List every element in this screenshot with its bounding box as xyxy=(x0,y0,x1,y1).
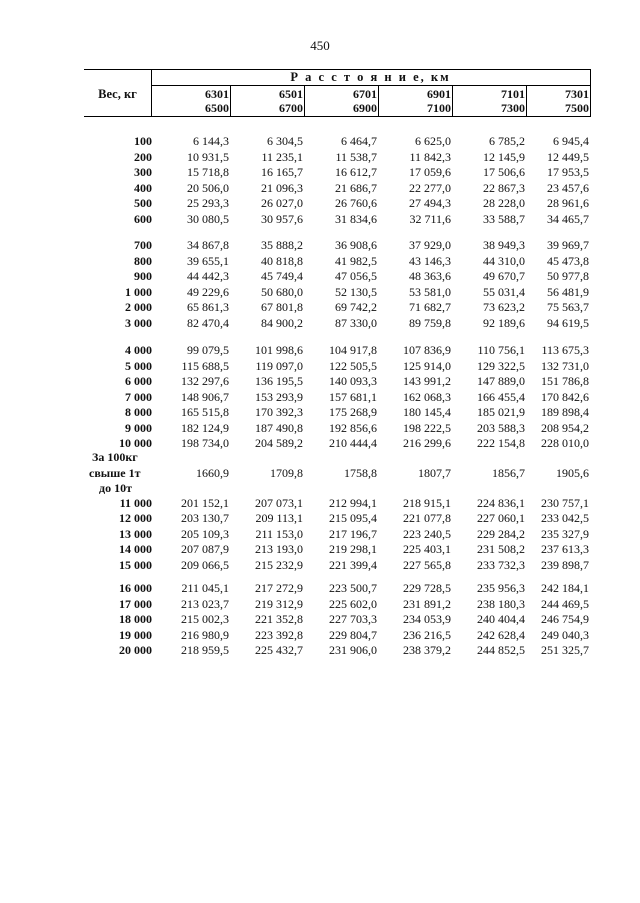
table-row xyxy=(0,358,640,374)
tariff-cell: 35 888,2 xyxy=(261,238,303,252)
tariff-cell: 223 240,5 xyxy=(403,526,451,541)
tariff-cell: 65 861,3 xyxy=(187,300,229,314)
tariff-cell: 165 515,8 xyxy=(181,405,229,419)
tariff-cell: 203 588,3 xyxy=(477,420,525,435)
tariff-cell: 205 109,3 xyxy=(181,526,229,541)
table-row xyxy=(0,195,640,211)
weight-cell: 4 000 xyxy=(125,343,152,357)
tariff-cell: 75 563,7 xyxy=(547,300,589,314)
weight-column-header: Вес, кг xyxy=(98,87,137,101)
tariff-cell: 207 073,1 xyxy=(255,495,303,510)
range-to: 6500 xyxy=(205,101,229,115)
tariff-cell: 132 731,0 xyxy=(541,358,589,373)
tariff-cell: 215 002,3 xyxy=(181,612,229,626)
table-row xyxy=(0,580,640,596)
tariff-cell: 216 299,6 xyxy=(403,436,451,450)
tariff-cell: 157 681,1 xyxy=(329,389,377,404)
table-row xyxy=(0,237,640,253)
surcharge-row xyxy=(0,465,640,481)
tariff-cell: 238 180,3 xyxy=(477,596,525,611)
tariff-cell: 151 786,8 xyxy=(541,374,589,388)
tariff-cell: 17 953,5 xyxy=(547,165,589,179)
tariff-cell: 6 464,7 xyxy=(341,134,377,148)
weight-cell: 3 000 xyxy=(125,315,152,330)
weight-cell: 9 000 xyxy=(125,420,152,435)
tariff-cell: 223 500,7 xyxy=(329,581,377,595)
tariff-cell: 104 917,8 xyxy=(329,343,377,357)
table-row xyxy=(0,557,640,573)
tariff-cell: 21 686,7 xyxy=(335,180,377,195)
tariff-cell: 230 757,1 xyxy=(541,495,589,510)
tariff-cell: 27 494,3 xyxy=(409,196,451,210)
tariff-cell: 33 588,7 xyxy=(483,211,525,226)
tariff-cell: 231 906,0 xyxy=(329,643,377,657)
tariff-cell: 207 087,9 xyxy=(181,542,229,556)
distance-range-header xyxy=(304,87,377,115)
tariff-cell: 170 842,6 xyxy=(541,389,589,404)
tariff-cell: 217 272,9 xyxy=(255,581,303,595)
tariff-cell: 99 079,5 xyxy=(187,343,229,357)
tariff-cell: 55 031,4 xyxy=(483,284,525,299)
weight-cell: 20 000 xyxy=(119,643,152,657)
tariff-cell: 238 379,2 xyxy=(403,643,451,657)
tariff-cell: 227 565,8 xyxy=(403,557,451,572)
tariff-cell: 222 154,8 xyxy=(477,436,525,450)
tariff-cell: 221 352,8 xyxy=(255,612,303,626)
surcharge-note-line: свыше 1т xyxy=(89,465,141,480)
weight-cell: 7 000 xyxy=(125,389,152,404)
tariff-cell: 49 670,7 xyxy=(483,269,525,283)
tariff-cell: 211 153,0 xyxy=(255,526,303,541)
tariff-cell: 71 682,7 xyxy=(409,300,451,314)
table-row xyxy=(0,211,640,227)
tariff-cell: 217 196,7 xyxy=(329,526,377,541)
tariff-cell: 148 906,7 xyxy=(181,389,229,404)
tariff-cell: 180 145,4 xyxy=(403,405,451,419)
tariff-cell: 15 718,8 xyxy=(187,165,229,179)
tariff-cell: 212 994,1 xyxy=(329,495,377,510)
table-row xyxy=(0,541,640,557)
header-bottom-rule xyxy=(84,116,590,117)
tariff-cell: 129 322,5 xyxy=(477,358,525,373)
tariff-cell: 30 957,6 xyxy=(261,211,303,226)
table-row xyxy=(0,642,640,658)
tariff-cell: 240 404,4 xyxy=(477,612,525,626)
header-middle-rule xyxy=(151,85,590,86)
tariff-cell: 38 949,3 xyxy=(483,238,525,252)
surcharge-cell: 1660,9 xyxy=(196,465,229,480)
weight-cell: 10 000 xyxy=(119,436,152,450)
distance-range-header xyxy=(230,87,303,115)
weight-cell: 300 xyxy=(134,165,152,179)
tariff-cell: 16 612,7 xyxy=(335,165,377,179)
tariff-cell: 244 852,5 xyxy=(477,643,525,657)
tariff-cell: 28 961,6 xyxy=(547,196,589,210)
table-row xyxy=(0,526,640,542)
tariff-cell: 189 898,4 xyxy=(541,405,589,419)
tariff-cell: 6 304,5 xyxy=(267,134,303,148)
tariff-cell: 32 711,6 xyxy=(409,211,451,226)
weight-cell: 600 xyxy=(134,211,152,226)
table-row xyxy=(0,627,640,643)
tariff-cell: 17 506,6 xyxy=(483,165,525,179)
tariff-cell: 69 742,2 xyxy=(335,300,377,314)
weight-cell: 18 000 xyxy=(119,612,152,626)
tariff-cell: 6 945,4 xyxy=(553,134,589,148)
tariff-cell: 45 749,4 xyxy=(261,269,303,283)
range-from: 6501 xyxy=(279,87,303,101)
tariff-cell: 218 959,5 xyxy=(181,643,229,657)
tariff-cell: 122 505,5 xyxy=(329,358,377,373)
table-row xyxy=(0,268,640,284)
tariff-cell: 233 732,3 xyxy=(477,557,525,572)
range-to: 7500 xyxy=(565,101,589,115)
tariff-cell: 251 325,7 xyxy=(541,643,589,657)
table-row xyxy=(0,596,640,612)
table-row xyxy=(0,284,640,300)
header-column-rule xyxy=(590,69,591,117)
weight-cell: 17 000 xyxy=(119,596,152,611)
table-row xyxy=(0,404,640,420)
tariff-cell: 234 053,9 xyxy=(403,612,451,626)
tariff-cell: 11 842,3 xyxy=(409,149,451,164)
tariff-cell: 209 066,5 xyxy=(181,557,229,572)
tariff-cell: 249 040,3 xyxy=(541,627,589,642)
distance-range-header xyxy=(516,87,589,115)
surcharge-cell: 1807,7 xyxy=(418,465,451,480)
weight-cell: 100 xyxy=(134,134,152,148)
tariff-cell: 87 330,0 xyxy=(335,315,377,330)
tariff-cell: 16 165,7 xyxy=(261,165,303,179)
weight-cell: 6 000 xyxy=(125,374,152,388)
table-row xyxy=(0,389,640,405)
tariff-cell: 213 023,7 xyxy=(181,596,229,611)
tariff-cell: 203 130,7 xyxy=(181,511,229,525)
tariff-cell: 101 998,6 xyxy=(255,343,303,357)
table-row xyxy=(0,149,640,165)
tariff-cell: 44 442,3 xyxy=(187,269,229,283)
tariff-cell: 47 056,5 xyxy=(335,269,377,283)
tariff-cell: 67 801,8 xyxy=(261,300,303,314)
range-from: 7301 xyxy=(565,87,589,101)
tariff-cell: 211 045,1 xyxy=(181,581,229,595)
tariff-cell: 136 195,5 xyxy=(255,374,303,388)
tariff-cell: 11 235,1 xyxy=(261,149,303,164)
tariff-cell: 229 728,5 xyxy=(403,581,451,595)
tariff-cell: 56 481,9 xyxy=(547,284,589,299)
tariff-cell: 50 977,8 xyxy=(547,269,589,283)
tariff-cell: 23 457,6 xyxy=(547,180,589,195)
tariff-cell: 140 093,3 xyxy=(329,374,377,388)
table-row xyxy=(0,373,640,389)
weight-cell: 1 000 xyxy=(125,284,152,299)
weight-cell: 19 000 xyxy=(119,627,152,642)
tariff-cell: 228 010,0 xyxy=(541,436,589,450)
table-row xyxy=(0,299,640,315)
tariff-cell: 28 228,0 xyxy=(483,196,525,210)
surcharge-cell: 1856,7 xyxy=(492,465,525,480)
table-row xyxy=(0,420,640,436)
weight-cell: 200 xyxy=(134,149,152,164)
tariff-cell: 246 754,9 xyxy=(541,612,589,626)
tariff-cell: 22 867,3 xyxy=(483,180,525,195)
tariff-cell: 224 836,1 xyxy=(477,495,525,510)
tariff-cell: 37 929,0 xyxy=(409,238,451,252)
tariff-cell: 11 538,7 xyxy=(335,149,377,164)
weight-cell: 5 000 xyxy=(125,358,152,373)
tariff-cell: 39 969,7 xyxy=(547,238,589,252)
tariff-cell: 175 268,9 xyxy=(329,405,377,419)
tariff-cell: 235 956,3 xyxy=(477,581,525,595)
weight-cell: 700 xyxy=(134,238,152,252)
tariff-cell: 26 027,0 xyxy=(261,196,303,210)
table-row xyxy=(0,164,640,180)
tariff-cell: 94 619,5 xyxy=(547,315,589,330)
tariff-cell: 110 756,1 xyxy=(477,343,525,357)
tariff-cell: 89 759,8 xyxy=(409,315,451,330)
tariff-cell: 239 898,7 xyxy=(541,557,589,572)
weight-cell: 900 xyxy=(134,269,152,283)
weight-cell: 15 000 xyxy=(119,557,152,572)
tariff-cell: 153 293,9 xyxy=(255,389,303,404)
tariff-cell: 6 785,2 xyxy=(489,134,525,148)
tariff-cell: 132 297,6 xyxy=(181,374,229,388)
tariff-cell: 26 760,6 xyxy=(335,196,377,210)
tariff-cell: 215 095,4 xyxy=(329,511,377,525)
range-to: 7100 xyxy=(427,101,451,115)
tariff-cell: 25 293,3 xyxy=(187,196,229,210)
tariff-cell: 119 097,0 xyxy=(255,358,303,373)
tariff-cell: 219 298,1 xyxy=(329,542,377,556)
tariff-cell: 115 688,5 xyxy=(181,358,229,373)
tariff-cell: 84 900,2 xyxy=(261,315,303,330)
weight-cell: 11 000 xyxy=(119,495,152,510)
tariff-cell: 39 655,1 xyxy=(187,253,229,268)
surcharge-note-line: до 10т xyxy=(99,481,132,495)
tariff-cell: 237 613,3 xyxy=(541,542,589,556)
tariff-cell: 225 602,0 xyxy=(329,596,377,611)
tariff-cell: 225 403,1 xyxy=(403,542,451,556)
tariff-cell: 192 856,6 xyxy=(329,420,377,435)
tariff-cell: 49 229,6 xyxy=(187,284,229,299)
weight-cell: 400 xyxy=(134,180,152,195)
table-row xyxy=(0,495,640,511)
tariff-cell: 204 589,2 xyxy=(255,436,303,450)
tariff-cell: 48 363,6 xyxy=(409,269,451,283)
weight-cell: 16 000 xyxy=(119,581,152,595)
table-row xyxy=(0,342,640,358)
tariff-cell: 31 834,6 xyxy=(335,211,377,226)
range-from: 6901 xyxy=(427,87,451,101)
tariff-cell: 227 060,1 xyxy=(477,511,525,525)
table-row xyxy=(0,315,640,331)
tariff-cell: 233 042,5 xyxy=(541,511,589,525)
table-row xyxy=(0,133,640,149)
weight-cell: 500 xyxy=(134,196,152,210)
tariff-cell: 125 914,0 xyxy=(403,358,451,373)
tariff-cell: 36 908,6 xyxy=(335,238,377,252)
table-row xyxy=(0,180,640,196)
tariff-cell: 242 628,4 xyxy=(477,627,525,642)
tariff-cell: 50 680,0 xyxy=(261,284,303,299)
surcharge-cell: 1905,6 xyxy=(556,465,589,480)
tariff-cell: 52 130,5 xyxy=(335,284,377,299)
tariff-cell: 17 059,6 xyxy=(409,165,451,179)
tariff-cell: 12 145,9 xyxy=(483,149,525,164)
tariff-cell: 147 889,0 xyxy=(477,374,525,388)
tariff-cell: 30 080,5 xyxy=(187,211,229,226)
range-to: 6700 xyxy=(279,101,303,115)
distance-range-header xyxy=(452,87,525,115)
tariff-cell: 215 232,9 xyxy=(255,557,303,572)
tariff-cell: 201 152,1 xyxy=(181,495,229,510)
tariff-cell: 45 473,8 xyxy=(547,253,589,268)
tariff-cell: 107 836,9 xyxy=(403,343,451,357)
tariff-cell: 209 113,1 xyxy=(255,511,303,525)
weight-cell: 800 xyxy=(134,253,152,268)
weight-cell: 12 000 xyxy=(119,511,152,525)
distance-range-header xyxy=(156,87,229,115)
table-row xyxy=(0,253,640,269)
tariff-cell: 182 124,9 xyxy=(181,420,229,435)
tariff-cell: 227 703,3 xyxy=(329,612,377,626)
tariff-cell: 223 392,8 xyxy=(255,627,303,642)
tariff-cell: 34 465,7 xyxy=(547,211,589,226)
tariff-cell: 198 734,0 xyxy=(181,436,229,450)
tariff-cell: 43 146,3 xyxy=(409,253,451,268)
distance-range-header xyxy=(378,87,451,115)
range-from: 6301 xyxy=(205,87,229,101)
range-from: 7101 xyxy=(501,87,525,101)
tariff-cell: 12 449,5 xyxy=(547,149,589,164)
tariff-cell: 143 991,2 xyxy=(403,374,451,388)
tariff-cell: 225 432,7 xyxy=(255,643,303,657)
tariff-cell: 6 144,3 xyxy=(193,134,229,148)
tariff-cell: 216 980,9 xyxy=(181,627,229,642)
tariff-cell: 92 189,6 xyxy=(483,315,525,330)
surcharge-note-line: За 100кг xyxy=(92,450,138,464)
tariff-cell: 242 184,1 xyxy=(541,581,589,595)
tariff-cell: 40 818,8 xyxy=(261,253,303,268)
tariff-cell: 73 623,2 xyxy=(483,300,525,314)
tariff-cell: 208 954,2 xyxy=(541,420,589,435)
table-row xyxy=(0,611,640,627)
tariff-cell: 187 490,8 xyxy=(255,420,303,435)
table-row xyxy=(0,510,640,526)
tariff-cell: 170 392,3 xyxy=(255,405,303,419)
tariff-cell: 41 982,5 xyxy=(335,253,377,268)
weight-cell: 14 000 xyxy=(119,542,152,556)
tariff-cell: 44 310,0 xyxy=(483,253,525,268)
tariff-cell: 236 216,5 xyxy=(403,627,451,642)
range-to: 6900 xyxy=(353,101,377,115)
tariff-cell: 235 327,9 xyxy=(541,526,589,541)
tariff-cell: 34 867,8 xyxy=(187,238,229,252)
tariff-cell: 229 284,2 xyxy=(477,526,525,541)
page-number: 450 xyxy=(310,38,330,53)
tariff-cell: 221 399,4 xyxy=(329,557,377,572)
tariff-cell: 113 675,3 xyxy=(541,343,589,357)
tariff-cell: 20 506,0 xyxy=(187,180,229,195)
tariff-cell: 229 804,7 xyxy=(329,627,377,642)
tariff-cell: 82 470,4 xyxy=(187,315,229,330)
distance-header: Р а с с т о я н и е, км xyxy=(290,70,451,84)
surcharge-cell: 1758,8 xyxy=(344,465,377,480)
weight-cell: 2 000 xyxy=(125,300,152,314)
tariff-cell: 213 193,0 xyxy=(255,542,303,556)
tariff-cell: 198 222,5 xyxy=(403,420,451,435)
weight-cell: 8 000 xyxy=(125,405,152,419)
tariff-cell: 218 915,1 xyxy=(403,495,451,510)
weight-cell: 13 000 xyxy=(119,526,152,541)
tariff-cell: 53 581,0 xyxy=(409,284,451,299)
tariff-cell: 210 444,4 xyxy=(329,436,377,450)
tariff-cell: 221 077,8 xyxy=(403,511,451,525)
tariff-cell: 162 068,3 xyxy=(403,389,451,404)
tariff-cell: 166 455,4 xyxy=(477,389,525,404)
tariff-cell: 21 096,3 xyxy=(261,180,303,195)
tariff-cell: 231 508,2 xyxy=(477,542,525,556)
tariff-cell: 10 931,5 xyxy=(187,149,229,164)
range-to: 7300 xyxy=(501,101,525,115)
tariff-cell: 231 891,2 xyxy=(403,596,451,611)
range-from: 6701 xyxy=(353,87,377,101)
tariff-cell: 244 469,5 xyxy=(541,596,589,611)
tariff-cell: 185 021,9 xyxy=(477,405,525,419)
surcharge-cell: 1709,8 xyxy=(270,465,303,480)
tariff-cell: 22 277,0 xyxy=(409,180,451,195)
tariff-cell: 219 312,9 xyxy=(255,596,303,611)
tariff-cell: 6 625,0 xyxy=(415,134,451,148)
